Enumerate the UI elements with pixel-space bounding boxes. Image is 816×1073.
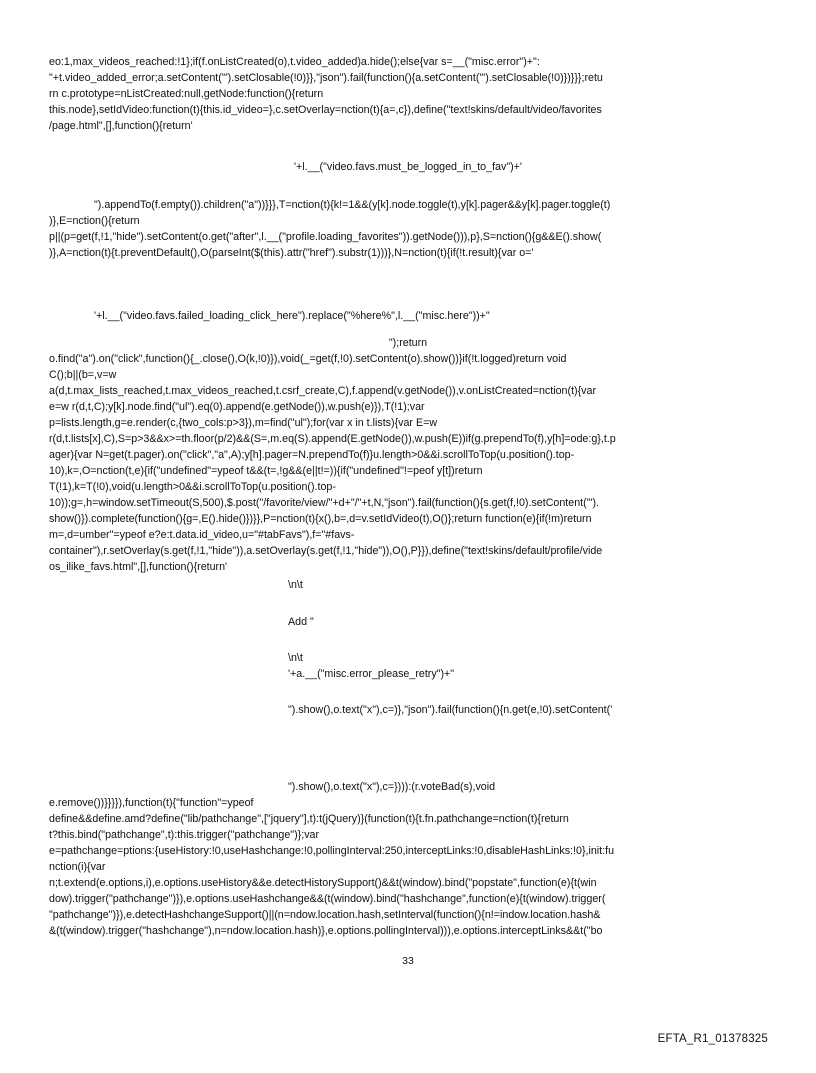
code-line: '+a.__("misc.error_please_retry")+": [288, 668, 455, 680]
code-line: a(d,t.max_lists_reached,t.max_videos_reached,t.csrf_create,C),f.append(v.getNode()),v.onListCreated=nction(t){var: [49, 385, 597, 397]
code-line: nction(i){var: [49, 861, 106, 873]
code-line: this.node},setIdVideo:function(t){this.id_video=},c.setOverlay=nction(t){a=,c}),define("text!skins/default/video/favorites: [49, 104, 602, 116]
code-line: ").appendTo(f.empty()).children("a"))}}},T=nction(t){k!=1&&(y[k].node.toggle(t),y[k].pager&&y[k].pager.toggle(t): [94, 199, 611, 211]
code-line: \n\t: [288, 652, 303, 664]
code-line: rn c.prototype=nListCreated:null,getNode:function(){return: [49, 88, 324, 100]
code-line: dow).trigger("pathchange")}),e.options.useHashchange&&(t(window).bind("hashchange",function(e){t(window).trigger(: [49, 893, 606, 905]
code-line: r(d,t.lists[x],C),S=p>3&&x>=th.floor(p/2)&&(S=,m.eq(S).append(E.getNode()),w.push(E))if(g.prependTo(f),y[h]=ode:g},t.p: [49, 433, 616, 445]
code-line: )},E=nction(){return: [49, 215, 140, 227]
code-line: ").show(),o.text("x"),c=}))):(r.voteBad(s),void: [288, 781, 496, 793]
code-line: t?this.bind("pathchange",t):this.trigger("pathchange")};var: [49, 829, 320, 841]
code-line: &(t(window).trigger("hashchange"),n=ndow.location.hash)},e.options.pollingInterval))),e.options.interceptLinks&&t("bo: [49, 925, 603, 937]
code-line: '+l.__("video.favs.must_be_logged_in_to_fav")+': [294, 161, 522, 173]
code-line: e=pathchange=ptions:{useHistory:!0,useHashchange:!0,pollingInterval:250,interceptLinks:!0,disableHashLinks:!0},init:fu: [49, 845, 615, 857]
code-line: '+l.__("video.favs.failed_loading_click_here").replace("%here%",l.__("misc.here"))+": [94, 310, 490, 322]
code-line: n;t.extend(e.options,i),e.options.useHistory&&e.detectHistorySupport()&&t(window).bind("popstate",function(e){t(win: [49, 877, 597, 889]
page-number: 33: [402, 955, 414, 967]
code-line: p||(p=get(f,!1,"hide").setContent(o.get("after",l.__("profile.loading_favorites")).getNode())),p},S=nction(){g&&E().show(: [49, 231, 602, 243]
code-line: 10));g=,h=window.setTimeout(S,500),$.post("/favorite/view/"+d+"/"+t,N,"json").fail(function(){s.get(f,!0).setContent('").: [49, 497, 600, 509]
code-line: e=w r(d,t,C);y[k].node.find("ul").eq(0).append(e.getNode()),w.push(e)}),T(!1);var: [49, 401, 425, 413]
code-line: o.find("a").on("click",function(){_.close(),O(k,!0)}),void(_=get(f,!0).setContent(o).show())}if(!t.logged)return void: [49, 353, 567, 365]
code-line: /page.html",[],function(){return': [49, 120, 193, 132]
code-line: os_ilike_favs.html",[],function(){return': [49, 561, 228, 573]
code-line: "+t.video_added_error;a.setContent('").setClosable(!0)}},"json").fail(function(){a.setContent('").setClosable(!0)})}}};retu: [49, 72, 603, 84]
code-line: ager){var N=get(t.pager).on("click","a",A);y[h].pager=N.prependTo(f)}u.length>0&&i.scrollToTop(u.position().top-: [49, 449, 575, 461]
code-line: )},A=nction(t){t.preventDefault(),O(parseInt($(this).attr("href").substr(1)))},N=nction(t){if(!t.result){var o=': [49, 247, 534, 259]
bates-number: EFTA_R1_01378325: [657, 1033, 768, 1045]
code-line: define&&define.amd?define("lib/pathchange",["jquery"],t):t(jQuery)}(function(t){t.fn.pathchange=nction(t){return: [49, 813, 569, 825]
code-line: e.remove())}}}}),function(t){"function"=ypeof: [49, 797, 254, 809]
code-line: ");return: [388, 337, 428, 349]
code-line: \n\t: [288, 579, 303, 591]
code-line: "pathchange")}),e.detectHashchangeSupport()||(n=ndow.location.hash,setInterval(function(){n!=indow.location.hash&: [49, 909, 601, 921]
code-line: container"),r.setOverlay(s.get(f,!1,"hide")),a.setOverlay(s.get(f,!1,"hide")),O(),P}}),define("text!skins/default/profile/vide: [49, 545, 603, 557]
code-line: m=,d=umber"=ypeof e?e:t.data.id_video,u="#tabFavs"),f="#favs-: [49, 529, 355, 541]
code-line: Add ": [288, 616, 314, 628]
code-line: eo:1,max_videos_reached:!1};if(f.onListCreated(o),t.video_added)a.hide();else{var s=__("misc.error")+":: [49, 56, 540, 68]
code-line: p=lists.length,g=e.render(c,{two_cols:p>3}),m=find("ul");for(var x in t.lists){var E=w: [49, 417, 438, 429]
code-line: 10),k=,O=nction(t,e){if("undefined"=ypeof t&&(t=,!g&&(e||t!=)){if("undefined"!=peof y[t])return: [49, 465, 483, 477]
code-line: ").show(),o.text("x"),c=)},"json").fail(function(){n.get(e,!0).setContent(': [288, 704, 613, 716]
code-line: T(!1),k=T(!0),void(u.length>0&&i.scrollToTop(u.position().top-: [49, 481, 336, 493]
code-line: show()}).complete(function(){g=,E().hide()})}},P=nction(t){x(),b=,d=v.setIdVideo(t),O()};return function(e){if(!m)return: [49, 513, 592, 525]
code-line: C();b||(b=,v=w: [49, 369, 117, 381]
